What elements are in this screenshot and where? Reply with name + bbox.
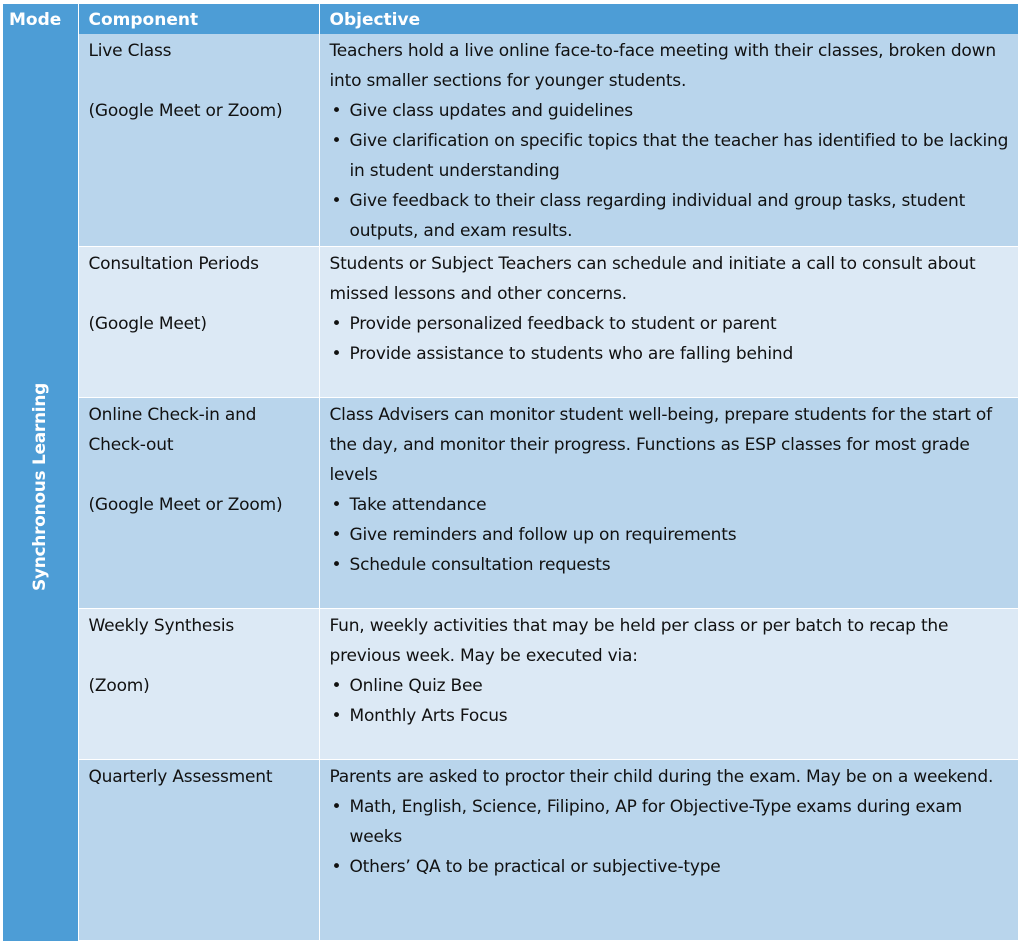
- bullet-icon: •: [331, 344, 342, 364]
- bullet-icon: •: [331, 495, 342, 515]
- bullet-icon: •: [331, 101, 342, 121]
- bullet-icon: •: [331, 706, 342, 726]
- objective-list: [330, 792, 1012, 882]
- table-row: [3, 247, 1018, 398]
- component-name: Consultation Periods: [88, 254, 259, 274]
- component-name: Live Class: [88, 41, 172, 61]
- bullet-icon: •: [331, 525, 342, 545]
- bullet-icon: •: [331, 797, 342, 817]
- list-item-text: Others’ QA to be practical or subjective-type: [349, 857, 721, 877]
- table-row: [3, 609, 1018, 760]
- list-item-text: Give reminders and follow up on requirements: [349, 525, 737, 545]
- table-row: [3, 760, 1018, 941]
- list-item: [330, 550, 1012, 580]
- component-platform: (Zoom): [88, 676, 150, 696]
- header-objective: Objective: [319, 4, 1018, 34]
- component-cell: [78, 34, 319, 247]
- component-name: Quarterly Assessment: [88, 767, 273, 787]
- bullet-icon: •: [331, 191, 342, 211]
- bullet-icon: •: [331, 676, 342, 696]
- list-item-text: Give clarification on specific topics that the teacher has identified to be lacking in student understanding: [349, 131, 1009, 181]
- objective-description: Fun, weekly activities that may be held per class or per batch to recap the previous week. May be executed via:: [329, 616, 949, 666]
- list-item-text: Give feedback to their class regarding individual and group tasks, student outputs, and exam results.: [349, 191, 966, 241]
- objective-description: Class Advisers can monitor student well-being, prepare students for the start of the day, and monitor their progress. Functions as ESP classes for most grade levels: [329, 405, 992, 485]
- table-row: [3, 398, 1018, 609]
- list-item: [330, 852, 1012, 882]
- list-item-text: Math, English, Science, Filipino, AP for Objective-Type exams during exam weeks: [349, 797, 962, 847]
- component-platform: (Google Meet or Zoom): [88, 101, 283, 121]
- objective-cell: [319, 760, 1018, 941]
- component-cell: [78, 760, 319, 941]
- objective-description: Students or Subject Teachers can schedule and initiate a call to consult about missed lessons and other concerns.: [329, 254, 976, 304]
- component-cell: [78, 609, 319, 760]
- list-item: [330, 671, 1012, 701]
- bullet-icon: •: [331, 314, 342, 334]
- list-item-text: Give class updates and guidelines: [349, 101, 633, 121]
- header-mode: Mode: [3, 4, 78, 34]
- objective-description: Parents are asked to proctor their child during the exam. May be on a weekend.: [329, 767, 994, 787]
- component-name: Online Check-in and Check-out: [88, 405, 257, 455]
- list-item-text: Provide assistance to students who are falling behind: [349, 344, 794, 364]
- list-item: [330, 701, 1012, 731]
- objective-list: [330, 671, 1012, 731]
- header-component: Component: [78, 4, 319, 34]
- list-item: [330, 309, 1012, 339]
- list-item-text: Take attendance: [349, 495, 487, 515]
- list-item-text: Online Quiz Bee: [349, 676, 483, 696]
- learning-plan-table: [3, 4, 1019, 941]
- bullet-icon: •: [331, 131, 342, 151]
- list-item: [330, 186, 1012, 246]
- objective-description: Teachers hold a live online face-to-face meeting with their classes, broken down into smaller sections for younger students.: [329, 41, 996, 91]
- objective-list: [330, 309, 1012, 369]
- mode-label: Synchronous Learning: [30, 383, 51, 592]
- component-cell: [78, 247, 319, 398]
- list-item: [330, 520, 1012, 550]
- table-row: [3, 34, 1018, 247]
- list-item: [330, 96, 1012, 126]
- list-item-text: Monthly Arts Focus: [349, 706, 508, 726]
- bullet-icon: •: [331, 555, 342, 575]
- list-item: [330, 126, 1012, 186]
- list-item: [330, 490, 1012, 520]
- list-item: [330, 339, 1012, 369]
- list-item-text: Provide personalized feedback to student or parent: [349, 314, 777, 334]
- component-name: Weekly Synthesis: [88, 616, 235, 636]
- objective-cell: [319, 609, 1018, 760]
- objective-cell: [319, 247, 1018, 398]
- objective-list: [330, 96, 1012, 246]
- table-header-row: [3, 4, 1018, 34]
- list-item-text: Schedule consultation requests: [349, 555, 611, 575]
- list-item: [330, 792, 1012, 852]
- mode-cell: [3, 34, 78, 941]
- component-platform: (Google Meet): [88, 314, 207, 334]
- objective-list: [330, 490, 1012, 580]
- bullet-icon: •: [331, 857, 342, 877]
- objective-cell: [319, 34, 1018, 247]
- objective-cell: [319, 398, 1018, 609]
- component-cell: [78, 398, 319, 609]
- component-platform: (Google Meet or Zoom): [88, 495, 283, 515]
